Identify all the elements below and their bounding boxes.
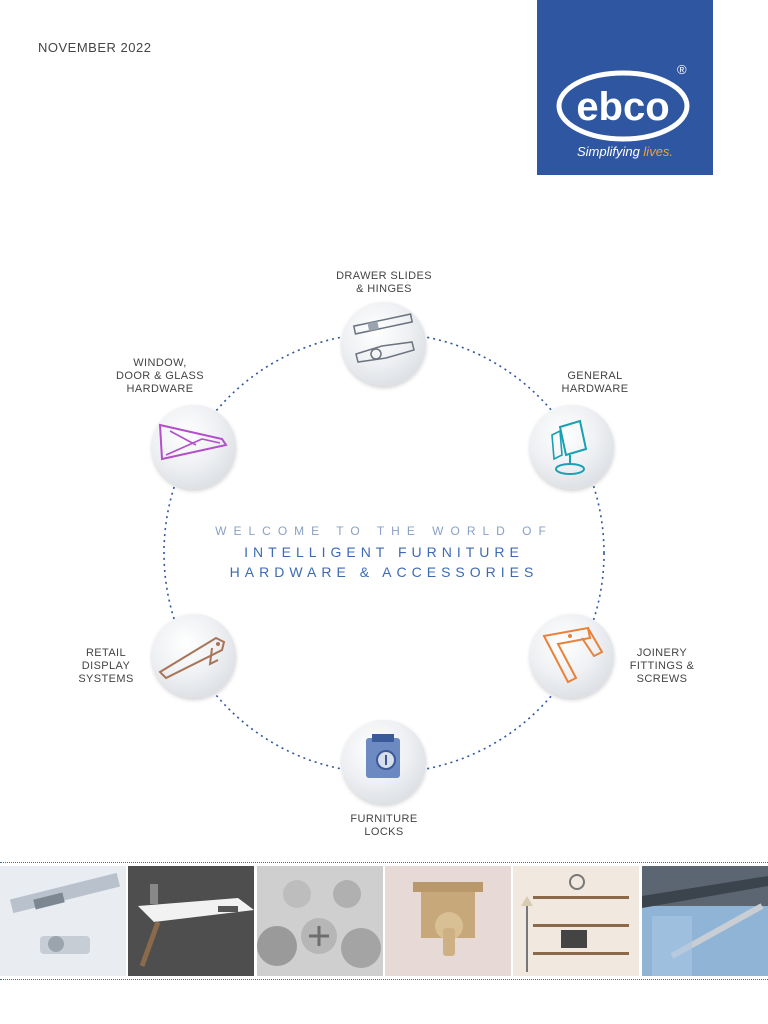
category-general-hardware[interactable] xyxy=(530,405,614,489)
registered-mark: ® xyxy=(677,62,687,77)
lock-icon xyxy=(342,720,426,804)
category-retail-display[interactable] xyxy=(152,614,236,698)
photo-cam-fittings xyxy=(257,866,383,976)
category-label-window: WINDOW, DOOR & GLASS HARDWARE xyxy=(116,357,204,395)
welcome-headline xyxy=(160,524,608,580)
strip-rule-bottom xyxy=(0,979,768,980)
welcome-line-1: WELCOME TO THE WORLD OF xyxy=(215,524,553,538)
issue-date: NOVEMBER 2022 xyxy=(38,40,152,55)
strip-rule-top xyxy=(0,862,768,863)
welcome-line-3: HARDWARE & ACCESSORIES xyxy=(229,564,539,580)
photo-shelving-unit xyxy=(513,866,639,976)
category-label-retail: RETAIL DISPLAY SYSTEMS xyxy=(78,647,134,685)
category-drawer-slides[interactable] xyxy=(342,302,426,386)
window-stay-icon xyxy=(152,405,236,489)
category-window-door-glass[interactable] xyxy=(152,405,236,489)
photo-drawer-slides xyxy=(0,866,126,976)
joinery-bracket-icon xyxy=(530,614,614,698)
category-label-general-hardware: GENERAL HARDWARE xyxy=(561,370,629,395)
display-bracket-icon xyxy=(152,614,236,698)
welcome-line-2: INTELLIGENT FURNITURE xyxy=(244,544,524,560)
product-photo-strip xyxy=(0,866,768,976)
category-label-joinery: JOINERY FITTINGS & SCREWS xyxy=(629,647,695,685)
photo-window-hardware xyxy=(642,866,768,976)
tagline-accent: lives. xyxy=(643,144,674,159)
tagline-main: Simplifying xyxy=(576,144,644,159)
photo-drawer-lock xyxy=(385,866,511,976)
photo-folding-table xyxy=(128,866,254,976)
category-joinery-fittings[interactable] xyxy=(530,614,614,698)
drawer-slide-hinge-icon xyxy=(342,302,426,386)
category-furniture-locks[interactable] xyxy=(342,720,426,804)
general-hardware-icon xyxy=(530,405,614,489)
logo-wordmark: ebco xyxy=(576,85,670,129)
category-label-drawer-slides: DRAWER SLIDES & HINGES xyxy=(336,270,432,295)
category-label-locks: FURNITURE LOCKS xyxy=(350,813,418,838)
